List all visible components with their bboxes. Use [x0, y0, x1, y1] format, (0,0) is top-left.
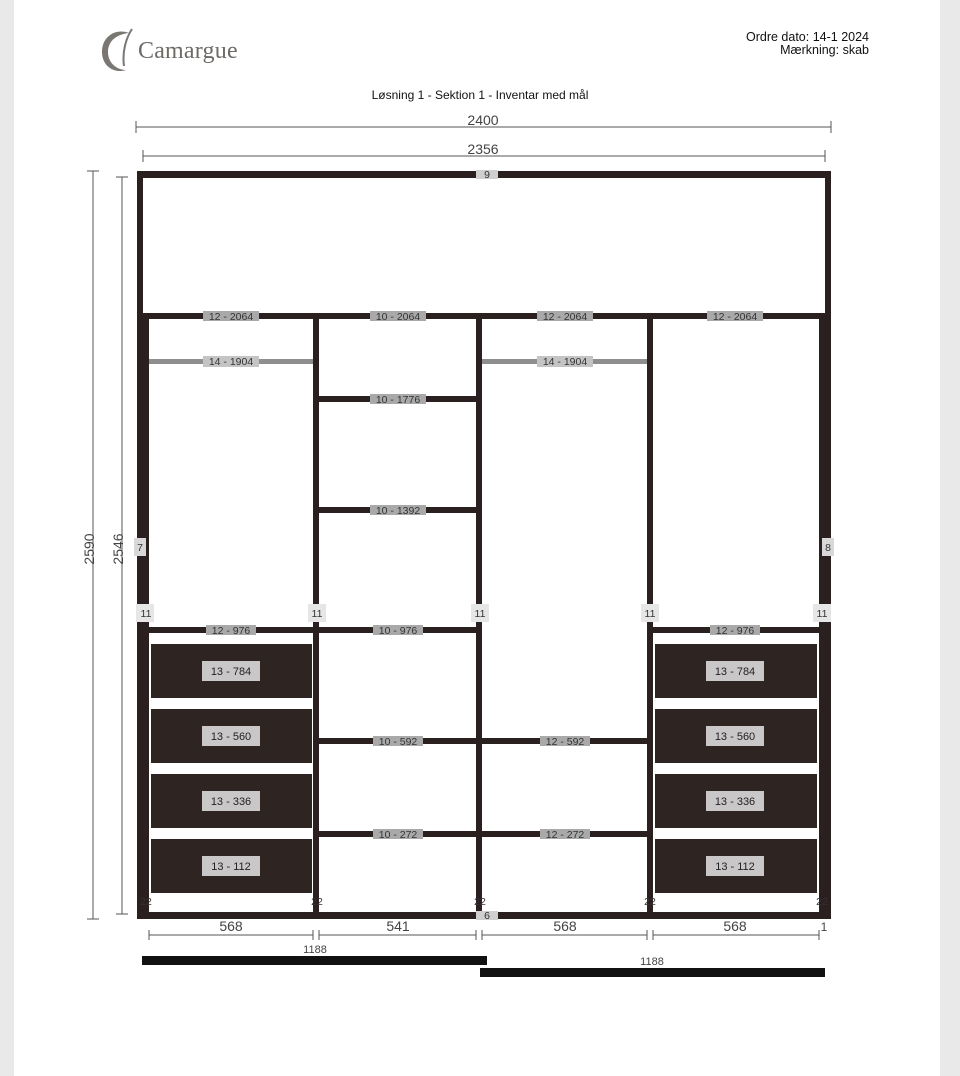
outer-width-label: 2400	[467, 112, 499, 128]
order-date: Ordre dato: 14-1 2024	[746, 30, 869, 44]
outer-height-label: 2590	[81, 533, 97, 565]
divider-mark: 11	[140, 608, 152, 620]
foot-mark: 22	[816, 896, 828, 908]
top-shelf-label: 12 - 2064	[712, 311, 758, 323]
shelf-label: 12 - 592	[545, 736, 585, 748]
column-3-shelves	[482, 736, 647, 841]
hanging-rails	[149, 356, 647, 368]
top-shelves	[149, 311, 819, 323]
drawer-label: 13 - 112	[211, 861, 251, 873]
top-shelf-label: 12 - 2064	[208, 311, 254, 323]
drawer-label: 13 - 784	[210, 666, 252, 678]
door-bar	[142, 956, 487, 965]
rail-label: 14 - 1904	[542, 356, 588, 368]
edge-marker: 1	[820, 920, 828, 934]
column-2-shelves	[319, 394, 476, 841]
shelf-label: 10 - 1392	[375, 505, 421, 517]
sheet-title: Løsning 1 - Sektion 1 - Inventar med mål	[371, 88, 589, 102]
rail-label: 14 - 1904	[208, 356, 254, 368]
drawer-label: 13 - 560	[714, 731, 756, 743]
column-1-drawer-unit	[149, 625, 313, 893]
shelf-label: 10 - 592	[378, 736, 418, 748]
left-side-tag: 7	[137, 542, 143, 554]
foot-markers	[140, 896, 828, 908]
right-side-tag: 8	[825, 542, 831, 554]
drawer-label: 13 - 112	[715, 861, 755, 873]
bottom-panel-tag: 6	[484, 910, 490, 922]
drawer-label: 13 - 336	[210, 796, 252, 808]
divider-mark: 11	[644, 608, 656, 620]
door-bar	[480, 968, 825, 977]
drawer-label: 13 - 784	[714, 666, 756, 678]
logo-wordmark: Camargue	[138, 37, 238, 64]
drawer-label: 13 - 336	[714, 796, 756, 808]
top-panel-tag: 9	[484, 169, 490, 181]
foot-mark: 22	[311, 896, 323, 908]
dimension-inner-height	[110, 177, 128, 914]
column-4-drawer-unit	[653, 625, 819, 893]
top-shelf-label: 12 - 2064	[542, 311, 588, 323]
shelf-label: 10 - 1776	[375, 394, 421, 406]
door-width-label: 1188	[303, 944, 327, 956]
door-width-bars	[142, 944, 825, 977]
inner-width-label: 2356	[467, 141, 499, 157]
shelf-label: 12 - 976	[211, 625, 251, 637]
door-width-label: 1188	[640, 956, 664, 968]
shelf-label: 12 - 976	[715, 625, 755, 637]
inner-height-label: 2546	[110, 533, 126, 565]
shelf-label: 10 - 272	[378, 829, 418, 841]
shelf-label: 10 - 976	[378, 625, 418, 637]
divider-mark: 11	[816, 608, 828, 620]
foot-mark: 22	[644, 896, 656, 908]
section-width-label: 568	[219, 918, 243, 934]
top-shelf-label: 10 - 2064	[375, 311, 421, 323]
divider-mark: 11	[474, 608, 486, 620]
foot-mark: 22	[140, 896, 152, 908]
section-width-label: 541	[386, 918, 410, 934]
drawer-label: 13 - 560	[210, 731, 252, 743]
section-width-label: 568	[723, 918, 747, 934]
marking: Mærkning: skab	[780, 43, 869, 57]
divider-mark: 11	[311, 608, 323, 620]
dimension-inner-width	[143, 141, 825, 162]
dimension-outer-height	[81, 171, 99, 919]
foot-mark: 22	[474, 896, 486, 908]
shelf-label: 12 - 272	[545, 829, 585, 841]
section-width-label: 568	[553, 918, 577, 934]
dimension-outer-width	[136, 112, 831, 133]
divider-markers	[136, 604, 831, 622]
